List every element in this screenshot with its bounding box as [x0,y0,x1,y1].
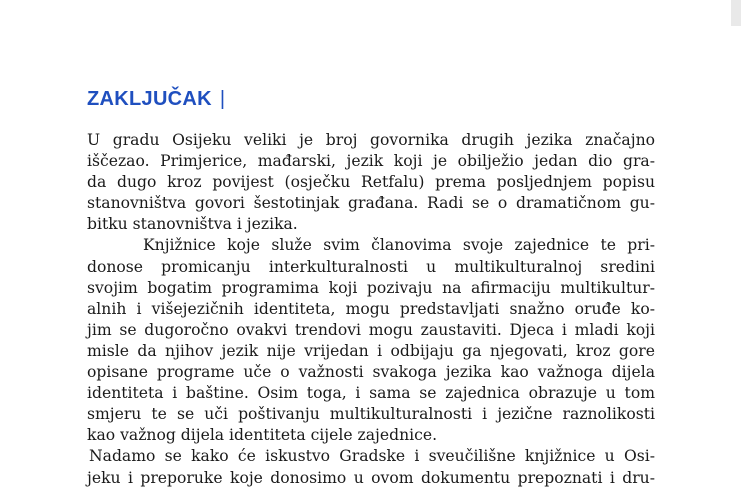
paragraph-1-line: U gradu Osijeku veliki je broj govornika drugih jezika značajno [87,131,655,149]
paragraph-1-line: iščezao. Primjerice, mađarski, jezik koji je obilježio jedan dio gra- [87,152,655,171]
paragraph-2-line: kao važnog dijela identiteta cijele zajednice. [87,426,438,445]
heading-separator: | [219,88,226,110]
paragraph-2-line: donose promicanju interkulturalnosti u multikulturalnoj sredini [87,257,655,276]
section-heading [87,88,225,111]
paragraph-2-line: misle da njihov jezik nije vrijedan i odbijaju ga njegovati, kroz gore [87,341,655,360]
paragraph-2-line: svojim bogatim programima koji pozivaju na afirmaciju multikultur- [87,278,655,297]
paragraph-2-line: opisane programe uče o važnosti svakoga jezika kao važnoga dijela [87,363,655,382]
paragraph-1-line: stanovništva govori šestotinjak građana. Radi se o dramatičnom gu- [87,194,655,213]
paragraph-2-line: jim se dugoročno ovakvi trendovi mogu zaustaviti. Djeca i mladi koji [87,320,655,339]
body-text [87,130,655,489]
paragraph-3-line: Nadamo se kako će iskustvo Gradske i sveučilišne knjižnice u Osi- [89,447,655,466]
heading-title: ZAKLJUČAK [87,88,212,110]
paragraph-1-line: bitku stanovništva i jezika. [87,215,298,234]
paragraph-2-line: alnih i višejezičnih identiteta, mogu predstavljati snažno oruđe ko- [87,299,655,318]
paragraph-2-line: smjeru te se uči poštivanju multikulturalnosti i jezične raznolikosti [87,405,655,424]
paragraph-2-line: identiteta i baštine. Osim toga, i sama se zajednica obrazuje u tom [87,384,655,403]
paragraph-3-line: jeku i preporuke koje donosimo u ovom dokumentu prepoznati i dru- [87,468,655,487]
page-edge-mark [731,0,741,26]
paragraph-2-line: Knjižnice koje služe svim članovima svoje zajednice te pri- [143,236,655,255]
paragraph-1-line: da dugo kroz povijest (osječku Retfalu) prema posljednjem popisu [87,173,655,192]
